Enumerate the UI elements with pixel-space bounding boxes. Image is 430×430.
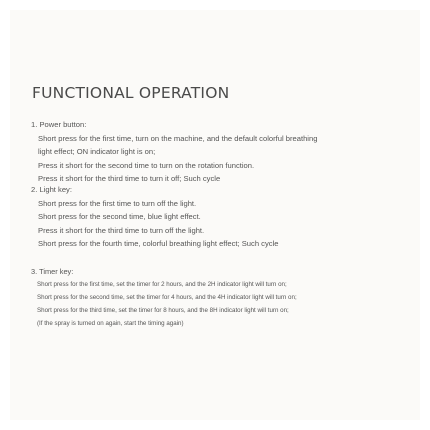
section-heading: 2. Light key: <box>31 185 72 194</box>
instruction-line: Short press for the first time, turn on the machine, and the default colorful breathing <box>38 133 318 143</box>
instruction-line: Short press for the third time, set the timer for 8 hours, and the 8H indicator light will turn on; <box>37 307 289 314</box>
instruction-line: Short press for the second time, set the timer for 4 hours, and the 4H indicator light will turn on; <box>37 294 297 301</box>
instruction-line: light effect; ON indicator light is on; <box>38 147 156 156</box>
instruction-line: Press it short for the third time to turn it off; Such cycle <box>38 174 221 183</box>
section-heading: 3. Timer key: <box>31 267 74 276</box>
instruction-line: Short press for the first time, set the timer for 2 hours, and the 2H indicator light will turn on; <box>37 281 287 288</box>
instruction-line: Short press for the first time to turn off the light. <box>38 198 197 208</box>
instruction-line: Short press for the fourth time, colorful breathing light effect; Such cycle <box>38 239 279 248</box>
power-button-section <box>31 118 317 186</box>
light-key-section <box>31 183 278 251</box>
instruction-line: (If the spray is turned on again, start the timing again) <box>37 320 184 327</box>
timer-key-section <box>31 265 297 330</box>
section-heading: 1. Power button: <box>31 120 87 129</box>
instruction-line: Press it short for the second time to turn on the rotation function. <box>38 160 255 170</box>
instruction-line: Short press for the second time, blue light effect. <box>38 212 201 221</box>
instruction-line: Press it short for the third time to turn off the light. <box>38 225 205 235</box>
page-title: FUNCTIONAL OPERATION <box>32 84 230 102</box>
